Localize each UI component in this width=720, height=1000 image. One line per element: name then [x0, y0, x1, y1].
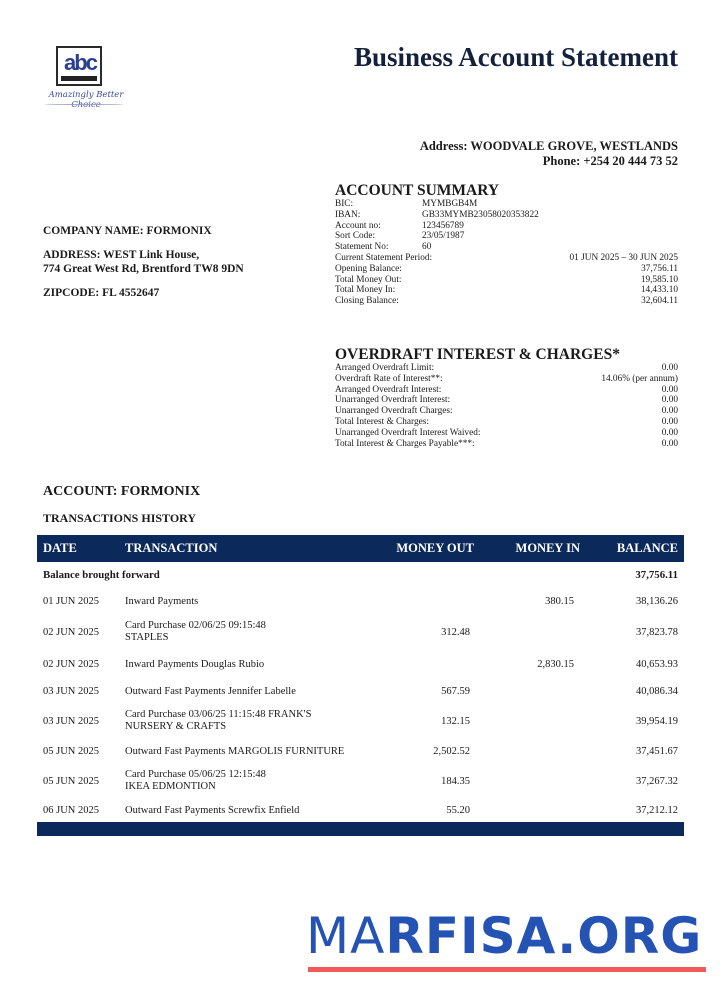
balance-brought-forward-row	[37, 562, 684, 588]
summary-label: Opening Balance:	[335, 263, 402, 274]
summary-value: 60	[422, 242, 432, 253]
company-address-line2: 774 Great West Rd, Brentford TW8 9DN	[43, 263, 244, 275]
row-money-out: 312.48	[441, 627, 470, 638]
row-date: 02 JUN 2025	[43, 659, 100, 670]
column-header-date: DATE	[43, 541, 77, 555]
row-description-line1: Outward Fast Payments MARGOLIS FURNITURE	[125, 746, 345, 757]
row-description	[125, 596, 395, 608]
company-name: COMPANY NAME: FORMONIX	[43, 225, 212, 237]
row-description-line1: Outward Fast Payments Screwfix Enfield	[125, 805, 300, 816]
overdraft-row	[335, 363, 678, 374]
summary-value: MYMBGB4M	[422, 199, 478, 209]
row-money-out: 132.15	[441, 716, 470, 727]
document-title: Business Account Statement	[353, 42, 678, 72]
column-header-transaction: TRANSACTION	[125, 541, 218, 555]
table-header	[37, 535, 684, 562]
summary-value: 01 JUN 2025 – 30 JUN 2025	[569, 252, 678, 263]
company-details	[43, 224, 244, 310]
overdraft-value: 0.00	[661, 395, 678, 406]
row-balance: 37,823.78	[636, 627, 678, 638]
summary-value: 19,585.10	[640, 274, 678, 285]
summary-value: 32,604.11	[641, 296, 678, 307]
row-balance: 40,086.34	[636, 686, 678, 697]
table-row	[37, 799, 684, 822]
summary-row	[335, 285, 678, 296]
company-address-line1: ADDRESS: WEST Link House,	[43, 249, 200, 261]
summary-value: 14,433.10	[640, 285, 678, 296]
table-footer-bar	[37, 822, 684, 836]
row-description-line2: IKEA EDMONTION	[125, 781, 216, 792]
summary-label: Account no:	[335, 220, 381, 231]
overdraft-label: Unarranged Overdraft Interest Waived:	[335, 427, 481, 438]
overdraft-label: Total Interest & Charges:	[335, 416, 429, 427]
overdraft-label: Arranged Overdraft Limit:	[335, 363, 435, 373]
brought-forward-balance: 37,756.11	[635, 569, 678, 581]
watermark-underline	[308, 967, 706, 972]
row-description-line1: Inward Payments	[125, 596, 199, 607]
column-header-money-in: MONEY IN	[515, 541, 580, 555]
row-money-out: 184.35	[441, 776, 470, 787]
row-money-out: 2,502.52	[433, 746, 470, 757]
row-money-in: 380.15	[545, 596, 574, 607]
table-row	[37, 588, 684, 614]
table-row	[37, 651, 684, 678]
account-summary-title: ACCOUNT SUMMARY	[335, 182, 500, 199]
column-header-balance: BALANCE	[616, 541, 678, 555]
row-description-line1: Card Purchase 05/06/25 12:15:48	[125, 769, 266, 780]
brought-forward-label: Balance brought forward	[43, 569, 160, 581]
summary-value: 37,756.11	[641, 263, 678, 274]
watermark-part1: MA	[306, 907, 386, 965]
logo-letters: abc	[64, 50, 96, 75]
row-date: 05 JUN 2025	[43, 776, 100, 787]
row-description	[125, 686, 395, 698]
overdraft-row	[335, 385, 678, 396]
summary-value: 23/05/1987	[422, 231, 465, 242]
overdraft-label: Unarranged Overdraft Interest:	[335, 395, 451, 406]
column-header-money-out: MONEY OUT	[396, 541, 474, 555]
bank-logo	[36, 44, 136, 114]
row-balance: 38,136.26	[636, 596, 678, 607]
row-balance: 40,653.93	[636, 659, 678, 670]
row-description-line1: Outward Fast Payments Jennifer Labelle	[125, 686, 296, 697]
bank-contact	[420, 139, 678, 169]
summary-row	[335, 199, 678, 210]
summary-label: Sort Code:	[335, 231, 376, 242]
summary-label: BIC:	[335, 199, 354, 209]
overdraft-row	[335, 395, 678, 406]
logo-mark	[56, 46, 102, 86]
summary-label: IBAN:	[335, 209, 361, 220]
summary-row	[335, 210, 678, 221]
company-zipcode: ZIPCODE: FL 4552647	[43, 287, 160, 299]
overdraft-value: 0.00	[661, 416, 678, 427]
transactions-history-title: TRANSACTIONS HISTORY	[43, 511, 197, 525]
summary-row	[335, 275, 678, 286]
overdraft-row	[335, 428, 678, 439]
overdraft-value: 14.06% (per annum)	[601, 373, 678, 384]
watermark-logo	[306, 907, 703, 965]
row-balance: 37,267.32	[636, 776, 678, 787]
row-money-out: 55.20	[446, 805, 470, 816]
summary-row	[335, 231, 678, 242]
logo-tagline: Amazingly Better Choice	[48, 90, 124, 110]
row-description	[125, 659, 395, 671]
transactions-table	[37, 535, 684, 836]
logo-swoosh	[44, 104, 124, 106]
summary-label: Total Money Out:	[335, 274, 402, 285]
watermark-part3: .ORG	[557, 907, 703, 965]
overdraft-label: Total Interest & Charges Payable***:	[335, 438, 475, 449]
logo-bar	[61, 76, 97, 81]
row-balance: 39,954.19	[636, 716, 678, 727]
watermark-part2: RFISA	[385, 907, 558, 965]
row-date: 05 JUN 2025	[43, 746, 100, 757]
table-row	[37, 765, 684, 799]
row-balance: 37,451.67	[636, 746, 678, 757]
overdraft-value: 0.00	[661, 427, 678, 438]
row-description-line1: Card Purchase 03/06/25 11:15:48 FRANK'S	[125, 709, 312, 720]
bank-address: Address: WOODVALE GROVE, WESTLANDS	[419, 139, 678, 153]
overdraft-row	[335, 417, 678, 428]
overdraft-row	[335, 374, 678, 385]
overdraft-title: OVERDRAFT INTEREST & CHARGES*	[335, 346, 620, 363]
row-description	[125, 709, 395, 733]
summary-row	[335, 253, 678, 264]
row-description	[125, 746, 395, 758]
account-summary	[335, 182, 678, 307]
row-date: 06 JUN 2025	[43, 805, 100, 816]
summary-row	[335, 264, 678, 275]
overdraft-value: 0.00	[661, 438, 678, 449]
overdraft-row	[335, 406, 678, 417]
overdraft-section	[335, 346, 678, 449]
row-date: 01 JUN 2025	[43, 596, 100, 607]
summary-label: Statement No:	[335, 242, 389, 253]
summary-label: Closing Balance:	[335, 296, 399, 307]
row-description-line1: Inward Payments Douglas Rubio	[125, 659, 265, 670]
table-row	[37, 678, 684, 705]
summary-row	[335, 221, 678, 232]
row-date: 03 JUN 2025	[43, 716, 100, 727]
account-title: ACCOUNT: FORMONIX	[43, 484, 201, 499]
overdraft-label: Overdraft Rate of Interest**:	[335, 373, 443, 384]
overdraft-value: 0.00	[661, 363, 678, 373]
summary-label: Current Statement Period:	[335, 252, 433, 263]
table-row	[37, 614, 684, 651]
bank-phone: Phone: +254 20 444 73 52	[542, 154, 678, 168]
row-balance: 37,212.12	[636, 805, 678, 816]
overdraft-label: Arranged Overdraft Interest:	[335, 384, 442, 395]
summary-row	[335, 296, 678, 307]
table-row	[37, 739, 684, 765]
row-description-line2: STAPLES	[125, 632, 169, 643]
row-description-line1: Card Purchase 02/06/25 09:15:48	[125, 620, 266, 631]
row-money-in: 2,830.15	[537, 659, 574, 670]
row-date: 03 JUN 2025	[43, 686, 100, 697]
summary-value: GB33MYMB23058020353822	[422, 209, 539, 220]
row-description	[125, 769, 395, 793]
row-money-out: 567.59	[441, 686, 470, 697]
summary-row	[335, 242, 678, 253]
row-description	[125, 805, 395, 817]
row-description	[125, 620, 395, 644]
overdraft-value: 0.00	[661, 406, 678, 417]
overdraft-row	[335, 439, 678, 450]
overdraft-value: 0.00	[661, 384, 678, 395]
table-row	[37, 705, 684, 739]
row-date: 02 JUN 2025	[43, 627, 100, 638]
summary-label: Total Money In:	[335, 285, 396, 296]
overdraft-label: Unarranged Overdraft Charges:	[335, 406, 453, 417]
summary-value: 123456789	[422, 220, 464, 231]
row-description-line2: NURSERY & CRAFTS	[125, 721, 227, 732]
company-address	[43, 248, 244, 276]
